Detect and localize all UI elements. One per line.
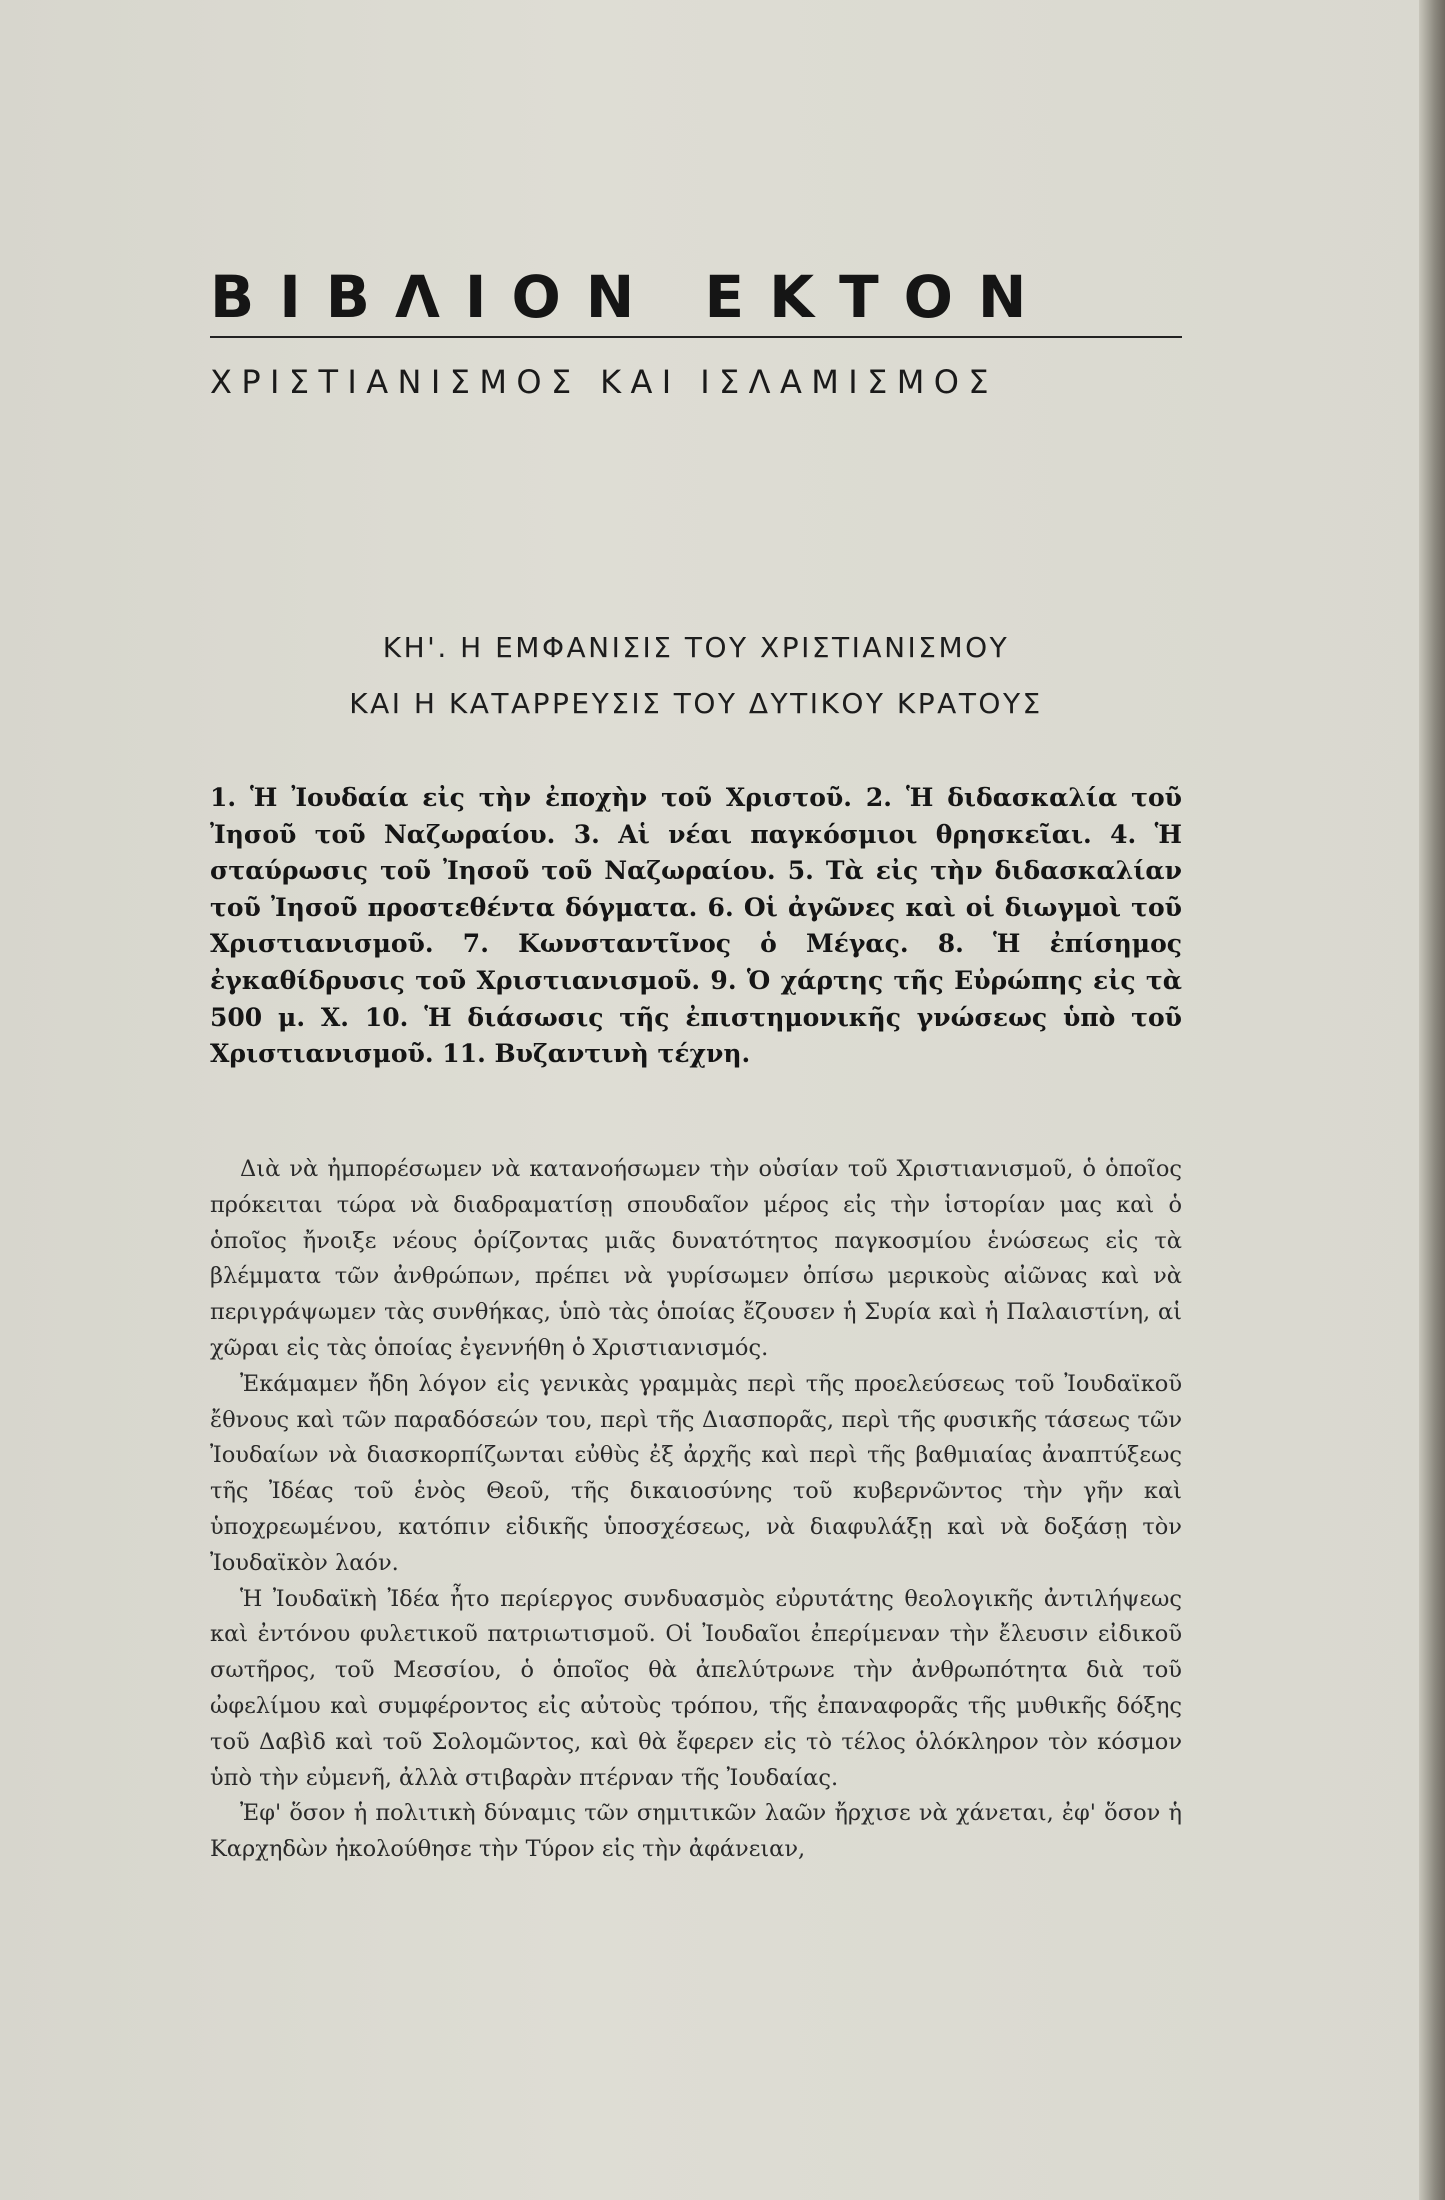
body-paragraph: Ἐκάμαμεν ἤδη λόγον εἰς γενικὰς γραμμὰς περὶ τῆς προελεύσεως τοῦ Ἰουδαϊκοῦ ἔθνους καὶ τῶν παραδόσεών του, περὶ τῆς Διασπορᾶς, περὶ τῆς φυσικῆς τάσεως τῶν Ἰουδαίων νὰ διασκορπίζωνται εὐθὺς ἐξ ἀρχῆς καὶ περὶ τῆς βαθμιαίας ἀναπτύξεως τῆς Ἰδέας τοῦ ἑνὸς Θεοῦ, τῆς δικαιοσύνης τοῦ κυβερνῶντος τὴν γῆν καὶ ὑποχρεωμένου, κατόπιν εἰδικῆς ὑποσχέσεως, νὰ διαφυλάξῃ καὶ νὰ δοξάσῃ τὸν Ἰουδαϊκὸν λαόν. [210, 1370, 1182, 1576]
chapter-heading [210, 620, 1182, 732]
book-title: ΒΙΒΛΙΟΝ ΕΚΤΟΝ [210, 263, 1052, 331]
chapter-summary: 1. Ἡ Ἰουδαία εἰς τὴν ἐποχὴν τοῦ Χριστοῦ. 2. Ἡ διδασκαλία τοῦ Ἰησοῦ τοῦ Ναζωραίου. 3. Αἱ νέαι παγκόσμιοι θρησκεῖαι. 4. Ἡ σταύρωσις τοῦ Ἰησοῦ τοῦ Ναζωραίου. 5. Τὰ εἰς τὴν διδασκαλίαν τοῦ Ἰησοῦ προστεθέντα δόγματα. 6. Οἱ ἀγῶνες καὶ οἱ διωγμοὶ τοῦ Χριστιανισμοῦ. 7. Κωνσταντῖνος ὁ Μέγας. 8. Ἡ ἐπίσημος ἐγκαθίδρυσις τοῦ Χριστιανισμοῦ. 9. Ὁ χάρτης τῆς Εὐρώπης εἰς τὰ 500 μ. Χ. 10. Ἡ διάσωσις τῆς ἐπιστημονικῆς γνώσεως ὑπὸ τοῦ Χριστιανισμοῦ. 11. Βυζαντινὴ τέχνη. [210, 783, 1182, 1069]
book-subtitle: ΧΡΙΣΤΙΑΝΙΣΜΟΣ ΚΑΙ ΙΣΛΑΜΙΣΜΟΣ [210, 363, 998, 401]
chapter-heading-line-1: ΚΗ'. Η ΕΜΦΑΝΙΣΙΣ ΤΟΥ ΧΡΙΣΤΙΑΝΙΣΜΟΥ [382, 631, 1010, 664]
body-paragraph: Ἐφ' ὅσον ἡ πολιτικὴ δύναμις τῶν σημιτικῶν λαῶν ἤρχισε νὰ χάνεται, ἐφ' ὅσον ἡ Καρχηδὼν ἠκολούθησε τὴν Τύρον εἰς τὴν ἀφάνειαν, [210, 1800, 1182, 1863]
chapter-heading-line-2: ΚΑΙ Η ΚΑΤΑΡΡΕΥΣΙΣ ΤΟΥ ΔΥΤΙΚΟΥ ΚΡΑΤΟΥΣ [349, 687, 1043, 720]
body-paragraph: Διὰ νὰ ἠμπορέσωμεν νὰ κατανοήσωμεν τὴν οὐσίαν τοῦ Χριστιανισμοῦ, ὁ ὁποῖος πρόκειται τώρα νὰ διαδραματίσῃ σπουδαῖον μέρος εἰς τὴν ἱστορίαν μας καὶ ὁ ὁποῖος ἤνοιξε νέους ὁρίζοντας μιᾶς δυνατότητος παγκοσμίου ἑνώσεως εἰς τὰ βλέμματα τῶν ἀνθρώπων, πρέπει νὰ γυρίσωμεν ὀπίσω μερικοὺς αἰῶνας καὶ νὰ περιγράψωμεν τὰς συνθήκας, ὑπὸ τὰς ὁποίας ἔζουσεν ἡ Συρία καὶ ἡ Παλαιστίνη, αἱ χῶραι εἰς τὰς ὁποίας ἐγεννήθη ὁ Χριστιανισμός. [210, 1156, 1182, 1361]
title-rule [210, 336, 1182, 338]
page-edge-shadow [1419, 0, 1445, 2200]
body-text [210, 1152, 1182, 1868]
body-paragraph: Ἡ Ἰουδαϊκὴ Ἰδέα ἦτο περίεργος συνδυασμὸς εὐρυτάτης θεολογικῆς ἀντιλήψεως καὶ ἐντόνου φυλετικοῦ πατριωτισμοῦ. Οἱ Ἰουδαῖοι ἐπερίμεναν τὴν ἔλευσιν εἰδικοῦ σωτῆρος, τοῦ Μεσσίου, ὁ ὁποῖος θὰ ἀπελύτρωνε τὴν ἀνθρωπότητα διὰ τοῦ ὠφελίμου καὶ συμφέροντος εἰς αὐτοὺς τρόπου, τῆς ἐπαναφορᾶς τῆς μυθικῆς δόξης τοῦ Δαβὶδ καὶ τοῦ Σολομῶντος, καὶ θὰ ἔφερεν εἰς τὸ τέλος ὁλόκληρον τὸν κόσμον ὑπὸ τὴν εὐμενῆ, ἀλλὰ στιβαρὰν πτέρναν τῆς Ἰουδαίας. [210, 1585, 1182, 1791]
